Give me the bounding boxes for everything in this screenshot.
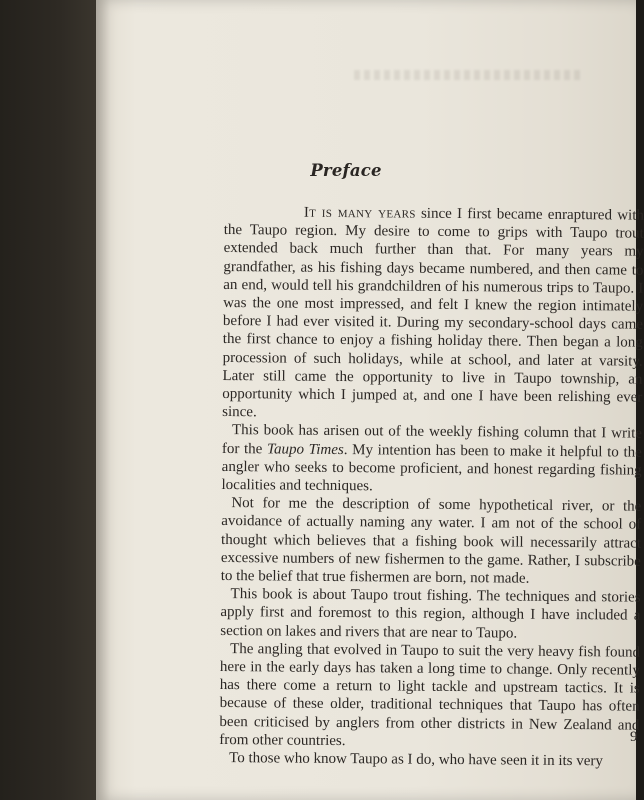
paragraph-1-text: since I first became enraptured with the Taupo region. My desire to come to grips with Taupo trout extended back much further than that. For many years my grandfather, as his fishing days became numbered, and then came to an end, would tell his grandchildren of his numerous trips to Taupo. I was the one most impressed, and felt I knew the region intimately before I had ever visited it. During my secondary-school days came the first chance to enjoy a fishing holiday there. Then began a long procession of such holidays, while at school, and later at varsity. Later still came the opportunity to live in Taupo township, an opportunity which I jumped at, and one I have been relishing ever since. [222, 205, 644, 421]
paragraph-3: Not for me the description of some hypothetical river, or the avoidance of actually naming any water. I am not of the school of thought which believes that a fishing book will necessarily attract excessive numbers of new fishermen to the game. Rather, I subscribe to the belief that true fishermen are born, not made. [220, 495, 642, 587]
paragraph-6: To those who know Taupo as I do, who have seen it in its very [229, 750, 604, 770]
page-title: Preface [310, 161, 382, 180]
paragraph-2-text-after: . My intention has been to make it helpful to the angler who seeks to become proficient, and honest regarding fishing localities and techniques. [221, 441, 642, 495]
book-page [96, 0, 644, 800]
newspaper-title: Taupo Times [266, 441, 344, 458]
show-through-text [354, 70, 584, 80]
paragraph-2 [221, 421, 642, 497]
paragraph-1 [222, 203, 644, 425]
paragraph-5: The angling that evolved in Taupo to suit the very heavy fish found here in the early days has taken a long time to change. Only recently has there come a return to light tackle and upstream tactics. It is because of these older, traditional techniques that Taupo has often been criticised by anglers from other districts in New Zealand and from other countries. [219, 640, 641, 749]
small-caps-lead: It is many years [303, 204, 416, 222]
paragraph-4: This book is about Taupo trout fishing. The techniques and stories apply first and foremost to this region, although I have included a section on lakes and rivers that are near to Taupo. [220, 586, 641, 642]
page-number: 9 [630, 729, 638, 745]
paragraph-2-text-before: This book has arisen out of the weekly fishing column that I write for the [221, 422, 643, 458]
preface-body [219, 203, 644, 771]
